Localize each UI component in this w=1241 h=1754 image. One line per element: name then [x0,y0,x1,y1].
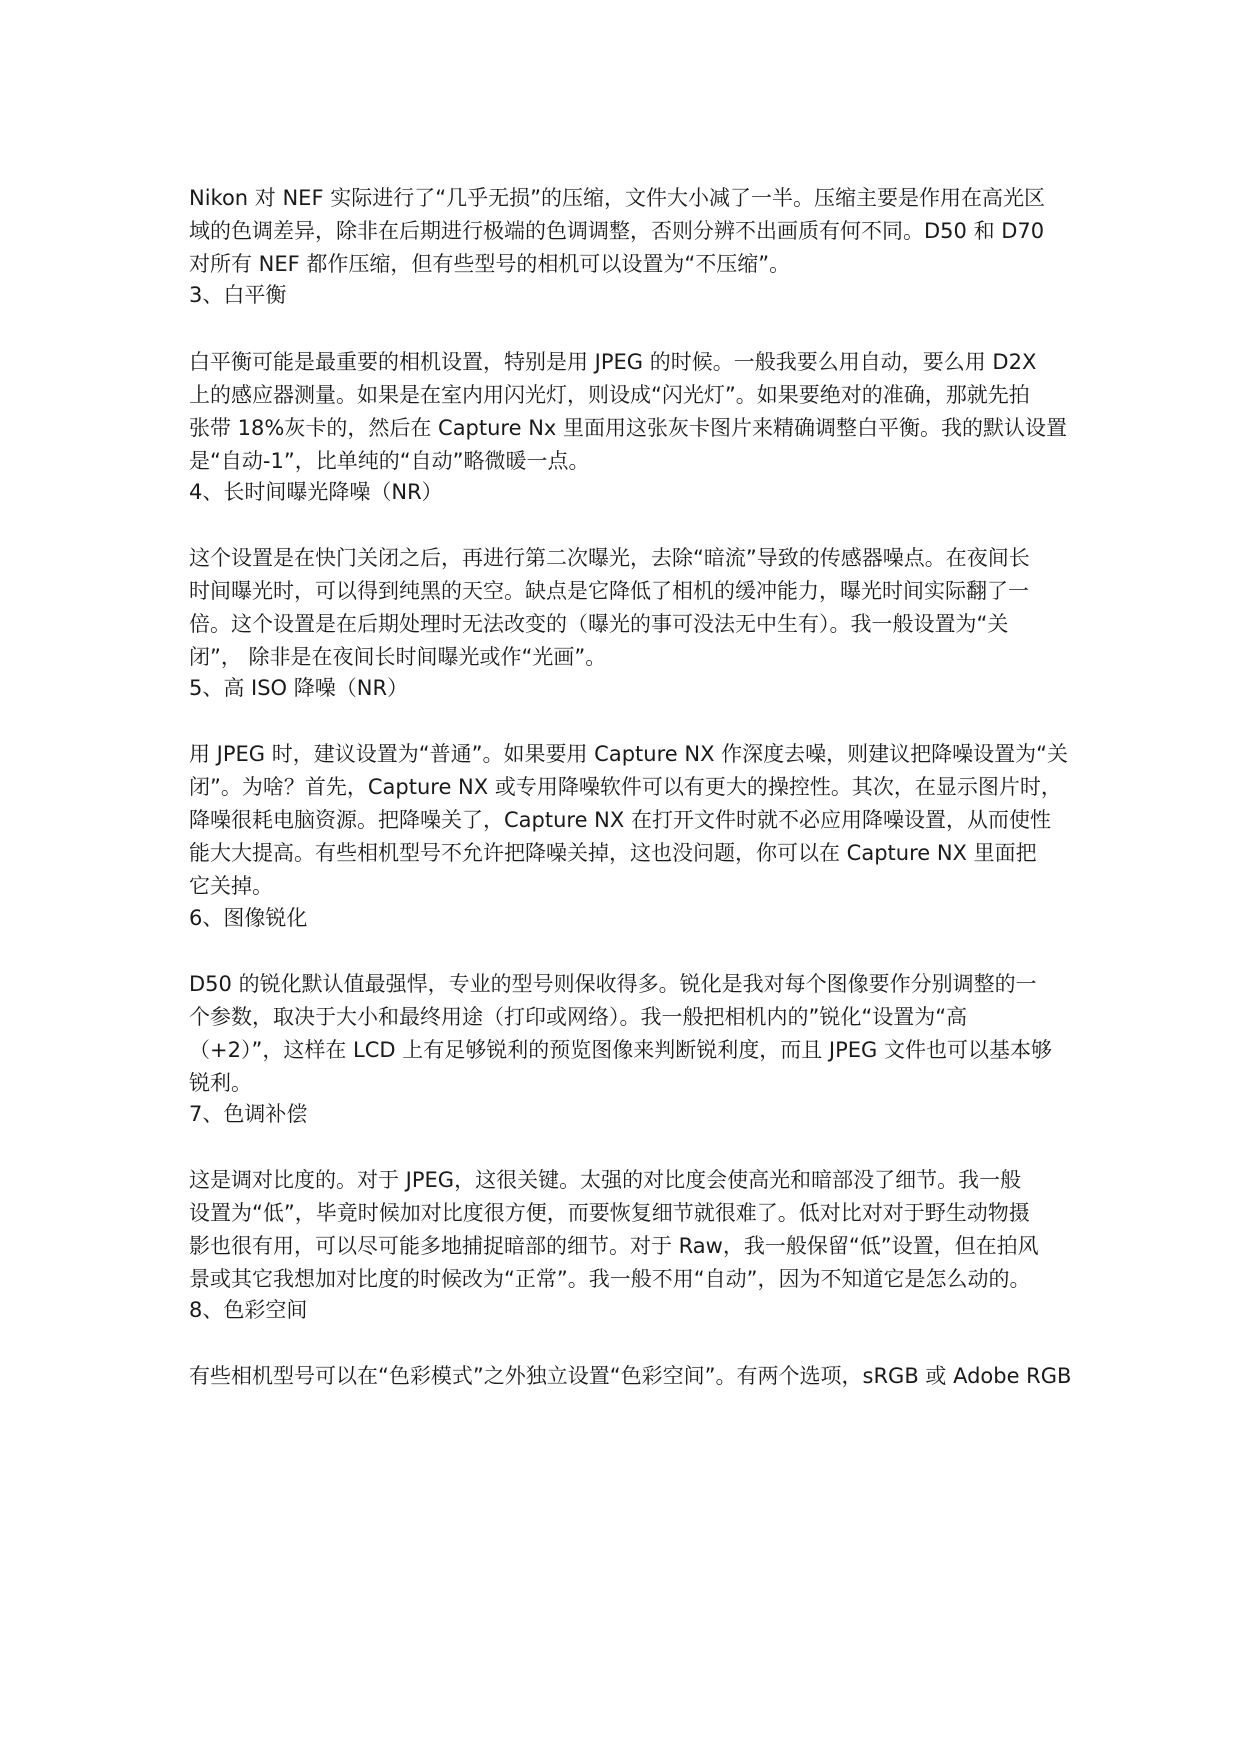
text-line: 闭”。为啥？首先，Capture NX 或专用降噪软件可以有更大的操控性。其次，在显示图片时， [189,775,1062,799]
text-line: 时间曝光时，可以得到纯黑的天空。缺点是它降低了相机的缓冲能力，曝光时间实际翻了一 [189,579,1029,603]
text-line: 景或其它我想加对比度的时候改为“正常”。我一般不用“自动”，因为不知道它是怎么动的。 [189,1267,1031,1291]
text-line: （+2）”，这样在 LCD 上有足够锐利的预览图像来判断锐利度，而且 JPEG 文件也可以基本够 [189,1038,1052,1062]
text-line: 有些相机型号可以在“色彩模式”之外独立设置“色彩空间”。有两个选项，sRGB 或 Adobe RGB [189,1364,1072,1388]
text-line: 锐利。 [189,1071,252,1095]
paragraph-nef-compression [189,182,1069,281]
text-line: 用 JPEG 时，建议设置为“普通”。如果要用 Capture NX 作深度去噪，则建议把降噪设置为“关 [189,742,1069,766]
text-line: 这个设置是在快门关闭之后，再进行第二次曝光，去除“暗流”导致的传感器噪点。在夜间长 [189,546,1030,570]
heading-tone-compensation: 7、色调补偿 [189,1102,308,1126]
heading-high-iso-nr: 5、高 ISO 降噪（NR） [189,676,409,700]
text-line: 设置为“低”，毕竟时候加对比度很方便，而要恢复细节就很难了。低对比对对于野生动物摄 [189,1201,1030,1225]
paragraph-high-iso-nr [189,738,1069,903]
paragraph-white-balance [189,346,1069,478]
paragraph-long-exposure-nr [189,542,1069,674]
text-line: 个参数，取决于大小和最终用途（打印或网络）。我一般把相机内的”锐化“设置为“高 [189,1005,968,1029]
text-line: 张带 18%灰卡的，然后在 Capture Nx 里面用这张灰卡图片来精确调整白平衡。我的默认设置 [189,416,1068,440]
text-line: 能大大提高。有些相机型号不允许把降噪关掉，这也没问题，你可以在 Capture NX 里面把 [189,841,1037,865]
heading-long-exposure-nr: 4、长时间曝光降噪（NR） [189,480,443,504]
text-line: D50 的锐化默认值最强悍，专业的型号则保收得多。锐化是我对每个图像要作分别调整的一 [189,972,1037,996]
text-line: 上的感应器测量。如果是在室内用闪光灯，则设成“闪光灯”。如果要绝对的准确，那就先拍 [189,383,1030,407]
paragraph-tone-compensation [189,1164,1069,1296]
paragraph-color-space [189,1360,1072,1393]
text-line: 闭”， 除非是在夜间长时间曝光或作“光画”。 [189,645,607,669]
text-line: Nikon 对 NEF 实际进行了“几乎无损”的压缩，文件大小减了一半。压缩主要是作用在高光区 [189,186,1045,210]
text-line: 倍。这个设置是在后期处理时无法改变的（曝光的事可没法无中生有）。我一般设置为“关 [189,612,1009,636]
text-line: 域的色调差异，除非在后期进行极端的色调调整，否则分辨不出画质有何不同。D50 和 D70 [189,219,1045,243]
heading-white-balance: 3、白平衡 [189,283,287,307]
text-line: 这是调对比度的。对于 JPEG，这很关键。太强的对比度会使高光和暗部没了细节。我一般 [189,1168,1022,1192]
paragraph-sharpening [189,968,1069,1100]
text-line: 降噪很耗电脑资源。把降噪关了，Capture NX 在打开文件时就不必应用降噪设置，从而使性 [189,808,1051,832]
text-line: 是“自动-1”，比单纯的“自动”略微暖一点。 [189,449,590,473]
text-line: 它关掉。 [189,874,273,898]
text-line: 白平衡可能是最重要的相机设置，特别是用 JPEG 的时候。一般我要么用自动，要么用 D2X [189,350,1037,374]
heading-sharpening: 6、图像锐化 [189,906,308,930]
heading-color-space: 8、色彩空间 [189,1298,308,1322]
text-line: 对所有 NEF 都作压缩，但有些型号的相机可以设置为“不压缩”。 [189,252,791,276]
text-line: 影也很有用，可以尽可能多地捕捉暗部的细节。对于 Raw，我一般保留“低”设置，但在拍风 [189,1234,1039,1258]
